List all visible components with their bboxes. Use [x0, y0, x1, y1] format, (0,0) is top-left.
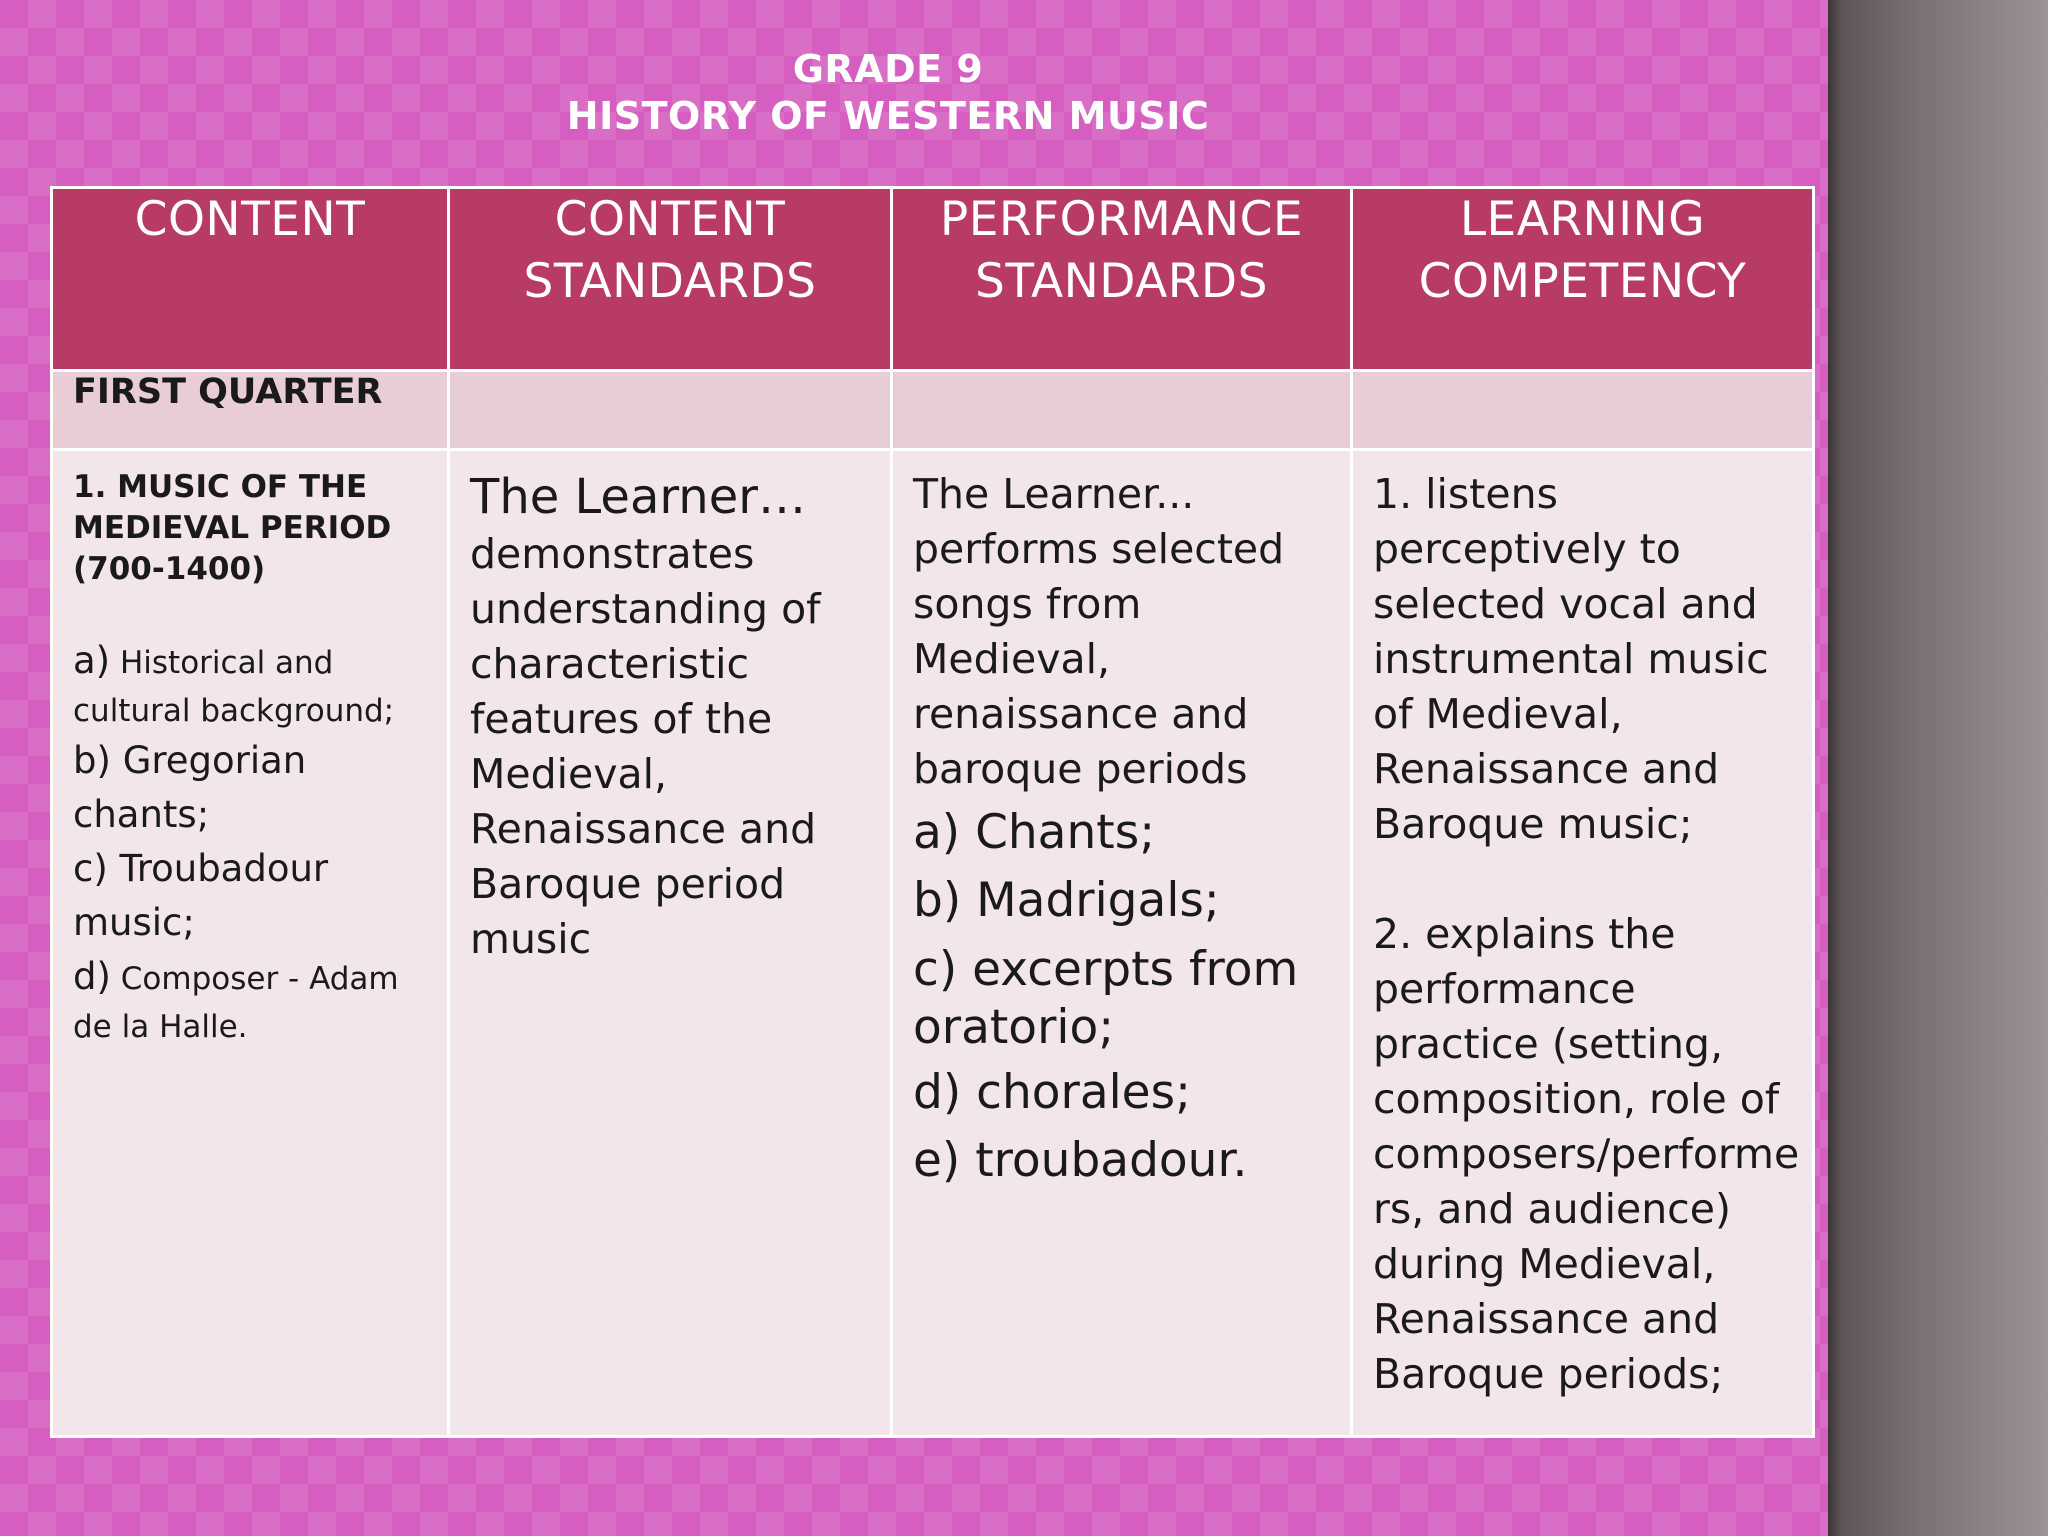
topic-line: (700-1400) [73, 551, 266, 587]
competency-item-1 [1373, 467, 1792, 852]
text-line: music [470, 915, 592, 963]
content-item-c [73, 842, 427, 950]
performance-standards-cell [892, 450, 1352, 1437]
list-item: oratorio; [913, 1000, 1115, 1055]
slide-title [0, 46, 1776, 140]
quarter-row [52, 371, 1814, 450]
content-item-d [73, 950, 427, 1050]
text-line: composition, role of [1373, 1075, 1780, 1123]
list-item: e) troubadour. [913, 1133, 1248, 1188]
table-row [52, 450, 1814, 1437]
item-marker: a) [73, 639, 111, 682]
performance-standards-text [913, 467, 1330, 797]
quarter-label: FIRST QUARTER [73, 372, 383, 412]
side-panel [1828, 0, 2048, 1536]
header-content-standards [449, 188, 892, 371]
item-marker: b) [73, 739, 111, 782]
list-item: b) Madrigals; [913, 873, 1220, 928]
quarter-cell-empty [1352, 371, 1814, 450]
header-performance-standards [892, 188, 1352, 371]
text-line: characteristic [470, 640, 750, 688]
learning-competency-cell [1352, 450, 1814, 1437]
item-text: cultural background; [73, 693, 395, 729]
text-line: songs from [913, 580, 1142, 628]
curriculum-table [50, 186, 1815, 1438]
text-line: instrumental music [1373, 635, 1769, 683]
header-learning-competency [1352, 188, 1814, 371]
text-line: Renaissance and [470, 805, 817, 853]
item-marker: d) [73, 955, 111, 998]
header-content [52, 188, 449, 371]
item-text: Troubadour [119, 847, 329, 890]
item-text: music; [73, 901, 195, 944]
item-marker: c) [73, 847, 108, 890]
text-line: composers/performe [1373, 1130, 1800, 1178]
item-text: Gregorian [122, 739, 307, 782]
list-item: c) excerpts from [913, 942, 1299, 997]
text-line: Renaissance and [1373, 1295, 1720, 1343]
learner-lead: The Learner… [470, 469, 806, 525]
text-line: Medieval, [470, 750, 668, 798]
header-line: STANDARDS [523, 254, 817, 309]
header-line: COMPETENCY [1418, 254, 1747, 309]
text-line: performs selected [913, 525, 1285, 573]
content-standards-cell [449, 450, 892, 1437]
title-line-1: GRADE 9 [792, 47, 984, 91]
text-line: during Medieval, [1373, 1240, 1716, 1288]
content-standards-text [470, 527, 870, 967]
list-item: d) chorales; [913, 1065, 1191, 1120]
text-line: practice (setting, [1373, 1020, 1723, 1068]
text-line: The Learner... [913, 470, 1195, 518]
text-line: 2. explains the [1373, 910, 1676, 958]
item-text: Historical and [119, 645, 334, 681]
item-text: de la Halle. [73, 1009, 248, 1045]
text-line: of Medieval, [1373, 690, 1623, 738]
text-line: understanding of [470, 585, 821, 633]
content-item-b [73, 734, 427, 842]
topic-line: MEDIEVAL PERIOD [73, 510, 392, 546]
content-cell [52, 450, 449, 1437]
content-item-a [73, 634, 427, 734]
header-row [52, 188, 1814, 371]
header-line: LEARNING [1459, 192, 1706, 247]
item-text: Composer - Adam [120, 961, 399, 997]
text-line: demonstrates [470, 530, 755, 578]
header-line: STANDARDS [975, 254, 1268, 309]
header-line: PERFORMANCE [939, 192, 1304, 247]
header-line: CONTENT [554, 192, 786, 247]
header-line: CONTENT [134, 192, 366, 247]
text-line: selected vocal and [1373, 580, 1758, 628]
text-line: performance [1373, 965, 1636, 1013]
text-line: Baroque periods; [1373, 1350, 1724, 1398]
quarter-cell-empty [892, 371, 1352, 450]
text-line: perceptively to [1373, 525, 1681, 573]
topic-line: 1. MUSIC OF THE [73, 469, 368, 505]
text-line: baroque periods [913, 745, 1248, 793]
text-line: rs, and audience) [1373, 1185, 1731, 1233]
quarter-cell-empty [449, 371, 892, 450]
text-line: Medieval, [913, 635, 1111, 683]
text-line: features of the [470, 695, 773, 743]
topic-heading [73, 467, 427, 590]
item-text: chants; [73, 793, 210, 836]
text-line: Baroque music; [1373, 800, 1693, 848]
list-item: a) Chants; [913, 805, 1156, 860]
title-line-2: HISTORY OF WESTERN MUSIC [566, 94, 1210, 138]
text-line: renaissance and [913, 690, 1249, 738]
text-line: Renaissance and [1373, 745, 1720, 793]
competency-item-2 [1373, 907, 1800, 1402]
text-line: 1. listens [1373, 470, 1558, 518]
quarter-cell [52, 371, 449, 450]
text-line: Baroque period [470, 860, 786, 908]
